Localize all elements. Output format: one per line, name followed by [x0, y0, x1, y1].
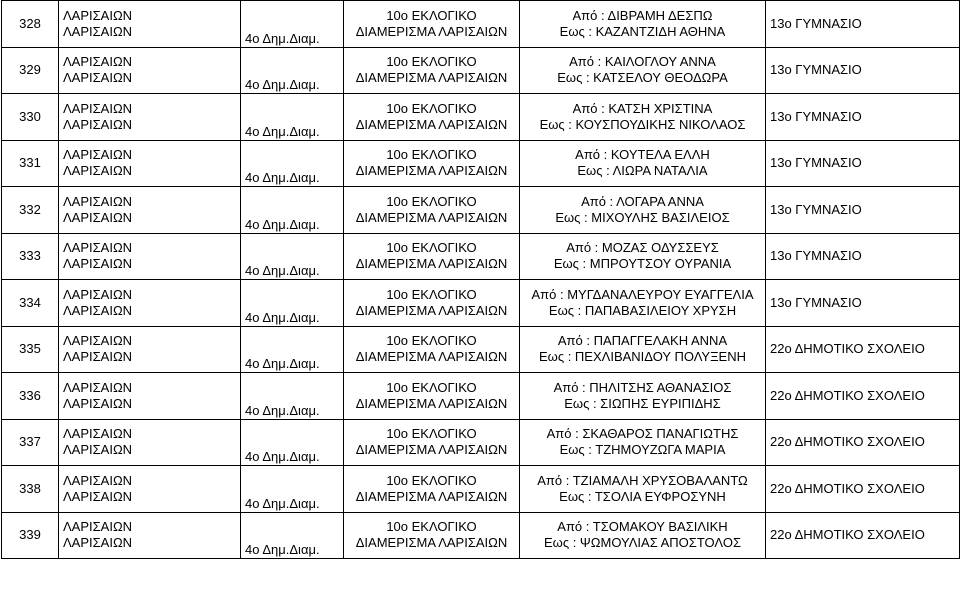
polling-location: 13ο ΓΥΜΝΑΣΙΟ [770, 294, 862, 310]
polling-location: 22ο ΔΗΜΟΤΙΚΟ ΣΧΟΛΕΙΟ [770, 434, 925, 450]
municipality-line-2: ΛΑΡΙΣΑΙΩΝ [63, 488, 133, 504]
district-line-2: ΔΙΑΜΕΡΙΣΜΑ ΛΑΡΙΣΑΙΩΝ [355, 395, 508, 411]
station-number: 335 [19, 341, 41, 357]
municipality-line-1: ΛΑΡΙΣΑΙΩΝ [63, 100, 133, 116]
range-to: Εως : ΜΙΧΟΥΛΗΣ ΒΑΣΙΛΕΙΟΣ [555, 209, 730, 225]
district-line-1: 10ο ΕΚΛΟΓΙΚΟ [386, 379, 477, 395]
range-to: Εως : ΛΙΩΡΑ ΝΑΤΑΛΙΑ [577, 163, 708, 179]
electoral-district-cell [344, 47, 520, 94]
table-row [2, 187, 960, 234]
polling-location: 13ο ΓΥΜΝΑΣΙΟ [770, 155, 862, 171]
district-line-1: 10ο ΕΚΛΟΓΙΚΟ [386, 426, 477, 442]
municipality-line-2: ΛΑΡΙΣΑΙΩΝ [63, 535, 133, 551]
station-number-cell [2, 140, 59, 187]
municipality-line-1: ΛΑΡΙΣΑΙΩΝ [63, 7, 133, 23]
station-number: 331 [19, 155, 41, 171]
polling-location-cell [766, 233, 960, 280]
table-row [2, 94, 960, 141]
municipal-unit: 4ο Δημ.Διαμ. [245, 216, 320, 232]
municipal-unit: 4ο Δημ.Διαμ. [245, 30, 320, 46]
district-line-1: 10ο ΕΚΛΟΓΙΚΟ [386, 286, 477, 302]
municipal-unit-cell [241, 466, 344, 513]
range-from: Από : ΣΚΑΘΑΡΟΣ ΠΑΝΑΓΙΩΤΗΣ [546, 426, 739, 442]
polling-location: 13ο ΓΥΜΝΑΣΙΟ [770, 248, 862, 264]
district-line-1: 10ο ΕΚΛΟΓΙΚΟ [386, 147, 477, 163]
municipal-unit: 4ο Δημ.Διαμ. [245, 77, 320, 92]
station-number: 328 [19, 15, 41, 31]
station-number: 338 [19, 480, 41, 496]
polling-location: 13ο ΓΥΜΝΑΣΙΟ [770, 201, 862, 217]
district-line-1: 10ο ΕΚΛΟΓΙΚΟ [386, 333, 477, 349]
electoral-district-cell [344, 326, 520, 373]
range-from: Από : ΔΙΒΡΑΜΗ ΔΕΣΠΩ [572, 7, 713, 23]
district-line-2: ΔΙΑΜΕΡΙΣΜΑ ΛΑΡΙΣΑΙΩΝ [355, 349, 508, 365]
municipal-unit: 4ο Δημ.Διαμ. [245, 449, 320, 464]
range-to: Εως : ΚΑΤΣΕΛΟΥ ΘΕΟΔΩΡΑ [557, 70, 728, 86]
table-body [2, 1, 960, 559]
electoral-district-cell [344, 419, 520, 466]
polling-location: 22ο ΔΗΜΟΤΙΚΟ ΣΧΟΛΕΙΟ [770, 387, 925, 403]
table-row [2, 512, 960, 559]
electoral-district-cell [344, 466, 520, 513]
municipality-cell [59, 512, 241, 559]
polling-location: 13ο ΓΥΜΝΑΣΙΟ [770, 15, 862, 31]
polling-location-cell [766, 419, 960, 466]
municipal-unit: 4ο Δημ.Διαμ. [245, 263, 320, 278]
polling-location: 22ο ΔΗΜΟΤΙΚΟ ΣΧΟΛΕΙΟ [770, 480, 925, 496]
municipal-unit: 4ο Δημ.Διαμ. [245, 170, 320, 185]
station-number: 336 [19, 387, 41, 403]
station-number: 330 [19, 108, 41, 124]
polling-location-cell [766, 373, 960, 420]
district-line-2: ΔΙΑΜΕΡΙΣΜΑ ΛΑΡΙΣΑΙΩΝ [355, 256, 508, 272]
station-number-cell [2, 47, 59, 94]
electoral-district-cell [344, 187, 520, 234]
polling-location-cell [766, 512, 960, 559]
municipality-line-2: ΛΑΡΙΣΑΙΩΝ [63, 256, 133, 272]
municipality-cell [59, 419, 241, 466]
voter-range-cell [520, 326, 766, 373]
municipality-line-1: ΛΑΡΙΣΑΙΩΝ [63, 519, 133, 535]
municipal-unit: 4ο Δημ.Διαμ. [245, 542, 320, 557]
district-line-1: 10ο ΕΚΛΟΓΙΚΟ [386, 7, 477, 23]
district-line-2: ΔΙΑΜΕΡΙΣΜΑ ΛΑΡΙΣΑΙΩΝ [355, 116, 508, 132]
voter-range-cell [520, 419, 766, 466]
polling-location: 13ο ΓΥΜΝΑΣΙΟ [770, 108, 862, 124]
district-line-2: ΔΙΑΜΕΡΙΣΜΑ ΛΑΡΙΣΑΙΩΝ [355, 163, 508, 179]
station-number-cell [2, 233, 59, 280]
district-line-2: ΔΙΑΜΕΡΙΣΜΑ ΛΑΡΙΣΑΙΩΝ [355, 70, 508, 86]
station-number: 329 [19, 62, 41, 78]
municipality-line-1: ΛΑΡΙΣΑΙΩΝ [63, 426, 133, 442]
municipality-cell [59, 466, 241, 513]
station-number: 332 [19, 201, 41, 217]
table-row [2, 280, 960, 327]
station-number-cell [2, 280, 59, 327]
station-number-cell [2, 373, 59, 420]
polling-location-cell [766, 280, 960, 327]
electoral-district-cell [344, 140, 520, 187]
municipality-cell [59, 280, 241, 327]
municipality-line-2: ΛΑΡΙΣΑΙΩΝ [63, 209, 133, 225]
electoral-district-cell [344, 512, 520, 559]
table-row [2, 466, 960, 513]
station-number-cell [2, 512, 59, 559]
municipal-unit: 4ο Δημ.Διαμ. [245, 309, 320, 325]
municipal-unit-cell [241, 140, 344, 187]
polling-stations-table [1, 0, 960, 559]
polling-location-cell [766, 187, 960, 234]
table-row [2, 140, 960, 187]
range-from: Από : ΛΟΓΑΡΑ ΑΝΝΑ [581, 193, 704, 209]
range-from: Από : ΚΟΥΤΕΛΑ ΕΛΛΗ [575, 147, 710, 163]
table-row [2, 233, 960, 280]
municipality-line-2: ΛΑΡΙΣΑΙΩΝ [63, 302, 133, 318]
municipality-line-1: ΛΑΡΙΣΑΙΩΝ [63, 333, 133, 349]
station-number-cell [2, 1, 59, 48]
voter-range-cell [520, 1, 766, 48]
range-to: Εως : ΤΖΗΜΟΥΖΩΓΑ ΜΑΡΙΑ [559, 442, 726, 458]
polling-location-cell [766, 466, 960, 513]
voter-range-cell [520, 140, 766, 187]
municipal-unit: 4ο Δημ.Διαμ. [245, 495, 320, 511]
municipality-line-2: ΛΑΡΙΣΑΙΩΝ [63, 395, 133, 411]
district-line-2: ΔΙΑΜΕΡΙΣΜΑ ΛΑΡΙΣΑΙΩΝ [355, 442, 508, 458]
table-row [2, 326, 960, 373]
municipality-line-2: ΛΑΡΙΣΑΙΩΝ [63, 23, 133, 39]
range-to: Εως : ΠΑΠΑΒΑΣΙΛΕΙΟΥ ΧΡΥΣΗ [548, 302, 737, 318]
polling-location-cell [766, 140, 960, 187]
polling-location-cell [766, 94, 960, 141]
municipal-unit-cell [241, 187, 344, 234]
voter-range-cell [520, 94, 766, 141]
voter-range-cell [520, 187, 766, 234]
municipality-line-2: ΛΑΡΙΣΑΙΩΝ [63, 442, 133, 458]
station-number-cell [2, 326, 59, 373]
municipality-cell [59, 326, 241, 373]
range-from: Από : ΠΗΛΙΤΣΗΣ ΑΘΑΝΑΣΙΟΣ [553, 379, 732, 395]
range-from: Από : ΜΥΓΔΑΝΑΛΕΥΡΟΥ ΕΥΑΓΓΕΛΙΑ [531, 286, 754, 302]
station-number-cell [2, 466, 59, 513]
municipal-unit-cell [241, 47, 344, 94]
range-from: Από : ΤΖΙΑΜΑΛΗ ΧΡΥΣΟΒΑΛΑΝΤΩ [537, 472, 748, 488]
municipal-unit-cell [241, 94, 344, 141]
electoral-district-cell [344, 280, 520, 327]
polling-location: 13ο ΓΥΜΝΑΣΙΟ [770, 62, 862, 78]
municipality-cell [59, 140, 241, 187]
station-number: 337 [19, 434, 41, 450]
municipality-line-2: ΛΑΡΙΣΑΙΩΝ [63, 349, 133, 365]
polling-location-cell [766, 1, 960, 48]
electoral-district-cell [344, 94, 520, 141]
table-row [2, 373, 960, 420]
voter-range-cell [520, 233, 766, 280]
range-to: Εως : ΣΙΩΠΗΣ ΕΥΡΙΠΙΔΗΣ [564, 395, 721, 411]
municipality-cell [59, 1, 241, 48]
range-to: Εως : ΤΣΟΛΙΑ ΕΥΦΡΟΣΥΝΗ [559, 488, 726, 504]
voter-range-cell [520, 373, 766, 420]
station-number-cell [2, 187, 59, 234]
municipality-line-2: ΛΑΡΙΣΑΙΩΝ [63, 163, 133, 179]
polling-location-cell [766, 326, 960, 373]
municipal-unit-cell [241, 1, 344, 48]
district-line-2: ΔΙΑΜΕΡΙΣΜΑ ΛΑΡΙΣΑΙΩΝ [355, 209, 508, 225]
voter-range-cell [520, 466, 766, 513]
municipal-unit-cell [241, 373, 344, 420]
district-line-2: ΔΙΑΜΕΡΙΣΜΑ ΛΑΡΙΣΑΙΩΝ [355, 488, 508, 504]
voter-range-cell [520, 47, 766, 94]
district-line-1: 10ο ΕΚΛΟΓΙΚΟ [386, 472, 477, 488]
municipality-cell [59, 233, 241, 280]
municipal-unit-cell [241, 419, 344, 466]
voter-range-cell [520, 280, 766, 327]
table-row [2, 1, 960, 48]
municipality-cell [59, 94, 241, 141]
municipality-line-1: ΛΑΡΙΣΑΙΩΝ [63, 472, 133, 488]
range-to: Εως : ΚΟΥΣΠΟΥΔΙΚΗΣ ΝΙΚΟΛΑΟΣ [539, 116, 746, 132]
range-from: Από : ΜΟΖΑΣ ΟΔΥΣΣΕΥΣ [566, 240, 719, 256]
table-row [2, 419, 960, 466]
municipal-unit: 4ο Δημ.Διαμ. [245, 123, 320, 139]
table-row [2, 47, 960, 94]
polling-location-cell [766, 47, 960, 94]
electoral-district-cell [344, 1, 520, 48]
range-from: Από : ΤΣΟΜΑΚΟΥ ΒΑΣΙΛΙΚΗ [557, 519, 728, 535]
electoral-district-cell [344, 373, 520, 420]
station-number: 333 [19, 248, 41, 264]
range-from: Από : ΚΑΤΣΗ ΧΡΙΣΤΙΝΑ [572, 100, 713, 116]
electoral-district-cell [344, 233, 520, 280]
range-from: Από : ΚΑΙΛΟΓΛΟΥ ΑΝΝΑ [569, 54, 716, 70]
district-line-2: ΔΙΑΜΕΡΙΣΜΑ ΛΑΡΙΣΑΙΩΝ [355, 535, 508, 551]
municipality-line-2: ΛΑΡΙΣΑΙΩΝ [63, 70, 133, 86]
municipal-unit-cell [241, 233, 344, 280]
polling-location: 22ο ΔΗΜΟΤΙΚΟ ΣΧΟΛΕΙΟ [770, 341, 925, 357]
district-line-1: 10ο ΕΚΛΟΓΙΚΟ [386, 240, 477, 256]
municipal-unit-cell [241, 326, 344, 373]
municipal-unit-cell [241, 512, 344, 559]
range-from: Από : ΠΑΠΑΓΓΕΛΑΚΗ ΑΝΝΑ [557, 333, 728, 349]
municipality-line-1: ΛΑΡΙΣΑΙΩΝ [63, 54, 133, 70]
voter-range-cell [520, 512, 766, 559]
municipal-unit-cell [241, 280, 344, 327]
station-number-cell [2, 94, 59, 141]
district-line-1: 10ο ΕΚΛΟΓΙΚΟ [386, 519, 477, 535]
district-line-1: 10ο ΕΚΛΟΓΙΚΟ [386, 54, 477, 70]
municipality-line-1: ΛΑΡΙΣΑΙΩΝ [63, 379, 133, 395]
municipality-cell [59, 47, 241, 94]
municipality-cell [59, 373, 241, 420]
range-to: Εως : ΠΕΧΛΙΒΑΝΙΔΟΥ ΠΟΛΥΞΕΝΗ [539, 349, 746, 365]
municipal-unit: 4ο Δημ.Διαμ. [245, 402, 320, 418]
polling-location: 22ο ΔΗΜΟΤΙΚΟ ΣΧΟΛΕΙΟ [770, 527, 925, 543]
district-line-2: ΔΙΑΜΕΡΙΣΜΑ ΛΑΡΙΣΑΙΩΝ [355, 302, 508, 318]
municipality-cell [59, 187, 241, 234]
district-line-1: 10ο ΕΚΛΟΓΙΚΟ [386, 193, 477, 209]
district-line-1: 10ο ΕΚΛΟΓΙΚΟ [386, 100, 477, 116]
station-number: 334 [19, 294, 41, 310]
municipal-unit: 4ο Δημ.Διαμ. [245, 356, 320, 371]
station-number: 339 [19, 527, 41, 543]
range-to: Εως : ΚΑΖΑΝΤΖΙΔΗ ΑΘΗΝΑ [559, 23, 726, 39]
municipality-line-1: ΛΑΡΙΣΑΙΩΝ [63, 193, 133, 209]
range-to: Εως : ΜΠΡΟΥΤΣΟΥ ΟΥΡΑΝΙΑ [553, 256, 732, 272]
range-to: Εως : ΨΩΜΟΥΛΙΑΣ ΑΠΟΣΤΟΛΟΣ [544, 535, 741, 551]
station-number-cell [2, 419, 59, 466]
municipality-line-1: ΛΑΡΙΣΑΙΩΝ [63, 286, 133, 302]
municipality-line-1: ΛΑΡΙΣΑΙΩΝ [63, 147, 133, 163]
municipality-line-1: ΛΑΡΙΣΑΙΩΝ [63, 240, 133, 256]
district-line-2: ΔΙΑΜΕΡΙΣΜΑ ΛΑΡΙΣΑΙΩΝ [355, 23, 508, 39]
municipality-line-2: ΛΑΡΙΣΑΙΩΝ [63, 116, 133, 132]
